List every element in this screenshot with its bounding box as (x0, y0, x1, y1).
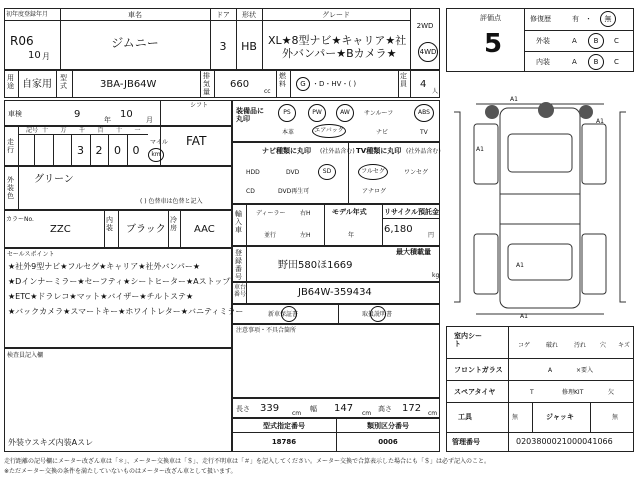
takasa-unit: cm (428, 410, 438, 417)
digit-place-label: 十 (42, 127, 49, 134)
navi-sd-circled: SD (318, 164, 336, 180)
navi-label: ナビ種類に丸印 (262, 147, 311, 155)
reg-month-unit: 月 (42, 52, 50, 61)
hyoka-label: 評価点 (480, 14, 501, 22)
navi-dvd-play: DVD再生可 (278, 188, 310, 195)
kogu-label: 工具 (458, 413, 472, 421)
naiso-color-value: ブラック (126, 224, 166, 235)
haiki-value: 660 (230, 79, 250, 90)
drive-2wd: 2WD (416, 22, 434, 30)
mileage-digit: 2 (95, 144, 103, 157)
kiroku-label: 記号 (26, 127, 39, 134)
shitei-value: 18786 (271, 438, 297, 446)
diagram-label: A1 (476, 146, 484, 153)
sales-line: ★Dインナーミラー★セーフティ★シートヒーター★Aストップ (8, 277, 231, 286)
shitsunai-kizu: キズ (618, 342, 630, 349)
footer-note: 走行距離の記号欄にメーター改ざん車は「＊」、メーター交換車は「＄」、走行不明車は「＃」を記入してください。メーター交換で合算表示した場合にも「＄」は必ず記入のこと。 (4, 458, 491, 465)
color-value: グリーン (34, 174, 74, 185)
reg-month: 10 (28, 50, 41, 61)
spare-kit: 修理KIT (562, 389, 584, 396)
km-circled: km (148, 148, 164, 162)
digit-place-label: 千 (79, 127, 86, 134)
sales-line: ★バックカメラ★スマートキー★ホワイトレター★バニティミラー (8, 307, 244, 316)
shuufuku-label: 修復歴 (530, 15, 551, 23)
recycle-value: 6,180 (384, 224, 413, 235)
digit-place-label: 百 (97, 127, 104, 134)
fuel-rest: ・D・HV・( ) (312, 80, 357, 88)
gaiso-color-label: 外装色 (7, 176, 14, 200)
soubi-ps-circled: PS (278, 104, 296, 122)
soubi-label: 装備品に丸印 (236, 107, 264, 123)
naiso-color-label: 内装 (106, 216, 113, 232)
nagasa-value: 339 (260, 403, 280, 414)
recycle-label: リサイクル預託金 (384, 208, 440, 216)
tv-note: (社外品含む) (406, 148, 441, 155)
reikyaku-label: 冷房 (170, 216, 177, 232)
spare-ketsu: 欠 (608, 389, 615, 396)
shaken-label: 車検 (8, 110, 22, 118)
ruibetsu-label: 類別区分番号 (367, 422, 409, 430)
gaiso-label: 外装 (536, 37, 550, 45)
katashiki-value: 3BA-JB64W (100, 79, 157, 90)
grade-line1: XL★8型ナビ★キャリア★社 (268, 34, 407, 47)
handle-right: 右H (300, 210, 311, 217)
color-note: ( ) 色替車は色替と記入 (140, 198, 203, 205)
haiki-unit: cc (264, 88, 271, 95)
shaken-month: 10 (120, 109, 133, 120)
chui-box (232, 324, 440, 398)
takasa-label: 高さ (378, 405, 392, 413)
naiso-a: A (572, 58, 577, 66)
ruibetsu-value: 0006 (378, 438, 398, 446)
digit-place-label: 十 (116, 127, 123, 134)
shaken-year-unit: 年 (104, 116, 111, 124)
kogu-nashi: 無 (512, 414, 519, 421)
a1-mark (538, 102, 554, 118)
jack-nashi: 無 (612, 414, 619, 421)
name-label: 車名 (128, 11, 142, 19)
car-name: ジムニー (111, 36, 159, 50)
shuufuku-nashi-circled: 無 (600, 11, 616, 27)
yunyu-label: 輸入車 (235, 210, 242, 234)
sales-line: ★社外9型ナビ★フルセグ★キャリア★社外バンパー★ (8, 262, 201, 271)
shadai-label: 車台番号 (234, 284, 247, 298)
door-label: ドア (216, 11, 230, 19)
front-yonyu: ×要入 (576, 367, 594, 374)
gaiso-c: C (614, 37, 619, 45)
shitsunai-yabure: 破れ (546, 342, 559, 349)
naiso-label: 内装 (536, 58, 550, 66)
reikyaku-value: AAC (194, 224, 215, 235)
shaken-year: 9 (74, 109, 81, 120)
a1-mark (485, 105, 499, 119)
nagasa-label: 長さ (236, 405, 250, 413)
toroku-value: 野田580ほ1669 (278, 260, 353, 271)
diagram-label: A1 (510, 96, 518, 103)
yoto-label: 用途 (7, 74, 14, 90)
kanri-value: 0203800021000041066 (516, 437, 613, 446)
soubi-tv: TV (420, 129, 428, 136)
kensa-note: 外装ウスキズ内装Aスレ (8, 438, 94, 447)
footer-note: ※ただメーター交換の条件を満たしていないものはメーター改ざん車として扱います。 (4, 468, 237, 475)
saidai-unit: kg (432, 272, 440, 279)
saidai-label: 最大積載量 (396, 248, 431, 256)
fuel-g-circled: G (296, 77, 310, 91)
color-no-label: カラーNo. (6, 216, 34, 223)
kensa-box (4, 348, 232, 452)
shape-label: 形状 (242, 11, 256, 19)
takasa-value: 172 (402, 403, 422, 414)
shinsha-label: 新車保証書 (268, 311, 299, 318)
haba-label: 幅 (310, 405, 317, 413)
torisetsu-circle (370, 306, 386, 322)
mileage-digit: 0 (114, 144, 121, 157)
shinsha-circle (281, 306, 297, 322)
soubi-pw-circled: PW (308, 104, 326, 122)
color-no-value: ZZC (50, 224, 71, 235)
shitsunai-ana: 穴 (600, 342, 607, 349)
soubi-navi: ナビ (376, 129, 389, 136)
naiso-c: C (614, 58, 619, 66)
haiki-label: 排気量 (203, 72, 210, 96)
dealer-label: ディーラー (256, 210, 286, 217)
model-label: モデル年式 (332, 208, 367, 216)
shape-value: HB (241, 40, 257, 53)
shitsunai-label: 室内シート (454, 332, 482, 348)
drive-4wd-circled: 4WD (418, 42, 438, 62)
shadai-value: JB64W-359434 (298, 287, 372, 298)
heiko-label: 並行 (264, 232, 277, 239)
shift-label: シフト (190, 102, 209, 109)
haba-unit: cm (362, 410, 372, 417)
reg-year-label: 初年度登録年月 (6, 11, 49, 18)
soubi-aw-circled: AW (336, 104, 354, 122)
nenryo-label: 燃料 (279, 72, 286, 88)
shuufuku-ari: 有 (572, 15, 579, 23)
tv-label: TV種類に丸印 (356, 147, 402, 155)
kanri-label: 管理番号 (452, 438, 480, 446)
jack-label: ジャッキ (546, 413, 574, 421)
soubi-sunroof: サンルーフ (364, 110, 394, 117)
grade-label: グレード (322, 11, 350, 19)
hosho-box (232, 304, 440, 324)
soubi-abs-circled: ABS (414, 104, 434, 122)
tv-analog: アナログ (362, 188, 387, 195)
front-a: A (548, 367, 553, 374)
diagram-label: A1 (596, 118, 604, 125)
katashiki-label: 型式 (60, 74, 67, 90)
shaken-month-unit: 月 (146, 116, 153, 124)
chui-label: 注意事項・不具合箇所 (236, 327, 297, 334)
recycle-unit: 円 (428, 232, 435, 239)
yoto-value: 自家用 (22, 79, 52, 90)
spare-t: T (530, 389, 534, 396)
toroku-label: 登録番号 (235, 249, 242, 281)
hyoka-score: 5 (484, 29, 503, 59)
reg-year: R06 (10, 34, 34, 48)
front-label: フロントガラス (454, 366, 503, 374)
navi-dvd: DVD (286, 169, 300, 176)
gaiso-b-circled: B (588, 33, 604, 49)
kensa-label: 検査員記入欄 (7, 352, 44, 359)
tv-oneseg: ワンセグ (404, 169, 429, 176)
diagram-label: A1 (520, 313, 528, 320)
soubi-airbag-circled: エアバック (312, 124, 346, 138)
grade-line2: 外バンパー★Bカメラ★ (282, 47, 397, 60)
navi-note: (社外品含む) (320, 148, 355, 155)
model-year-unit: 年 (348, 232, 355, 239)
nagasa-unit: cm (292, 410, 302, 417)
digit-place-label: 万 (60, 127, 67, 134)
diagram-label: A1 (516, 262, 524, 269)
door-value: 3 (219, 40, 227, 53)
digit-place-label: 一 (134, 127, 141, 134)
handle-left: 左H (300, 232, 311, 239)
naiso-b-circled: B (588, 54, 604, 70)
a1-mark (579, 105, 593, 119)
shitsunai-koge: コゲ (518, 342, 531, 349)
spare-label: スペアタイヤ (454, 388, 496, 396)
gaiso-a: A (572, 37, 577, 45)
navi-cd: CD (246, 188, 255, 195)
mileage-digit: 0 (132, 144, 140, 157)
soubi-leather: 本革 (282, 129, 295, 136)
car-diagram (446, 94, 634, 322)
teiin-unit: 人 (432, 88, 439, 95)
teiin-label: 定員 (400, 72, 407, 88)
torisetsu-label: 取扱説明書 (362, 311, 393, 318)
shift-value: FAT (186, 134, 207, 148)
mileage-digit: 3 (77, 144, 84, 157)
sokou-label: 走行 (7, 138, 14, 154)
mile-label: マイル (150, 139, 168, 146)
tv-fullseg-circled: フルセグ (358, 164, 388, 180)
haba-value: 147 (334, 403, 354, 414)
navi-hdd: HDD (246, 169, 260, 176)
teiin-value: 4 (420, 79, 427, 90)
shitsunai-yogore: 汚れ (574, 342, 587, 349)
sales-label: セールスポイント (7, 251, 55, 258)
shitei-label: 型式指定番号 (263, 422, 305, 430)
sales-line: ★ETC★ドラレコ★マット★バイザー★チルトステ★ (8, 292, 194, 301)
